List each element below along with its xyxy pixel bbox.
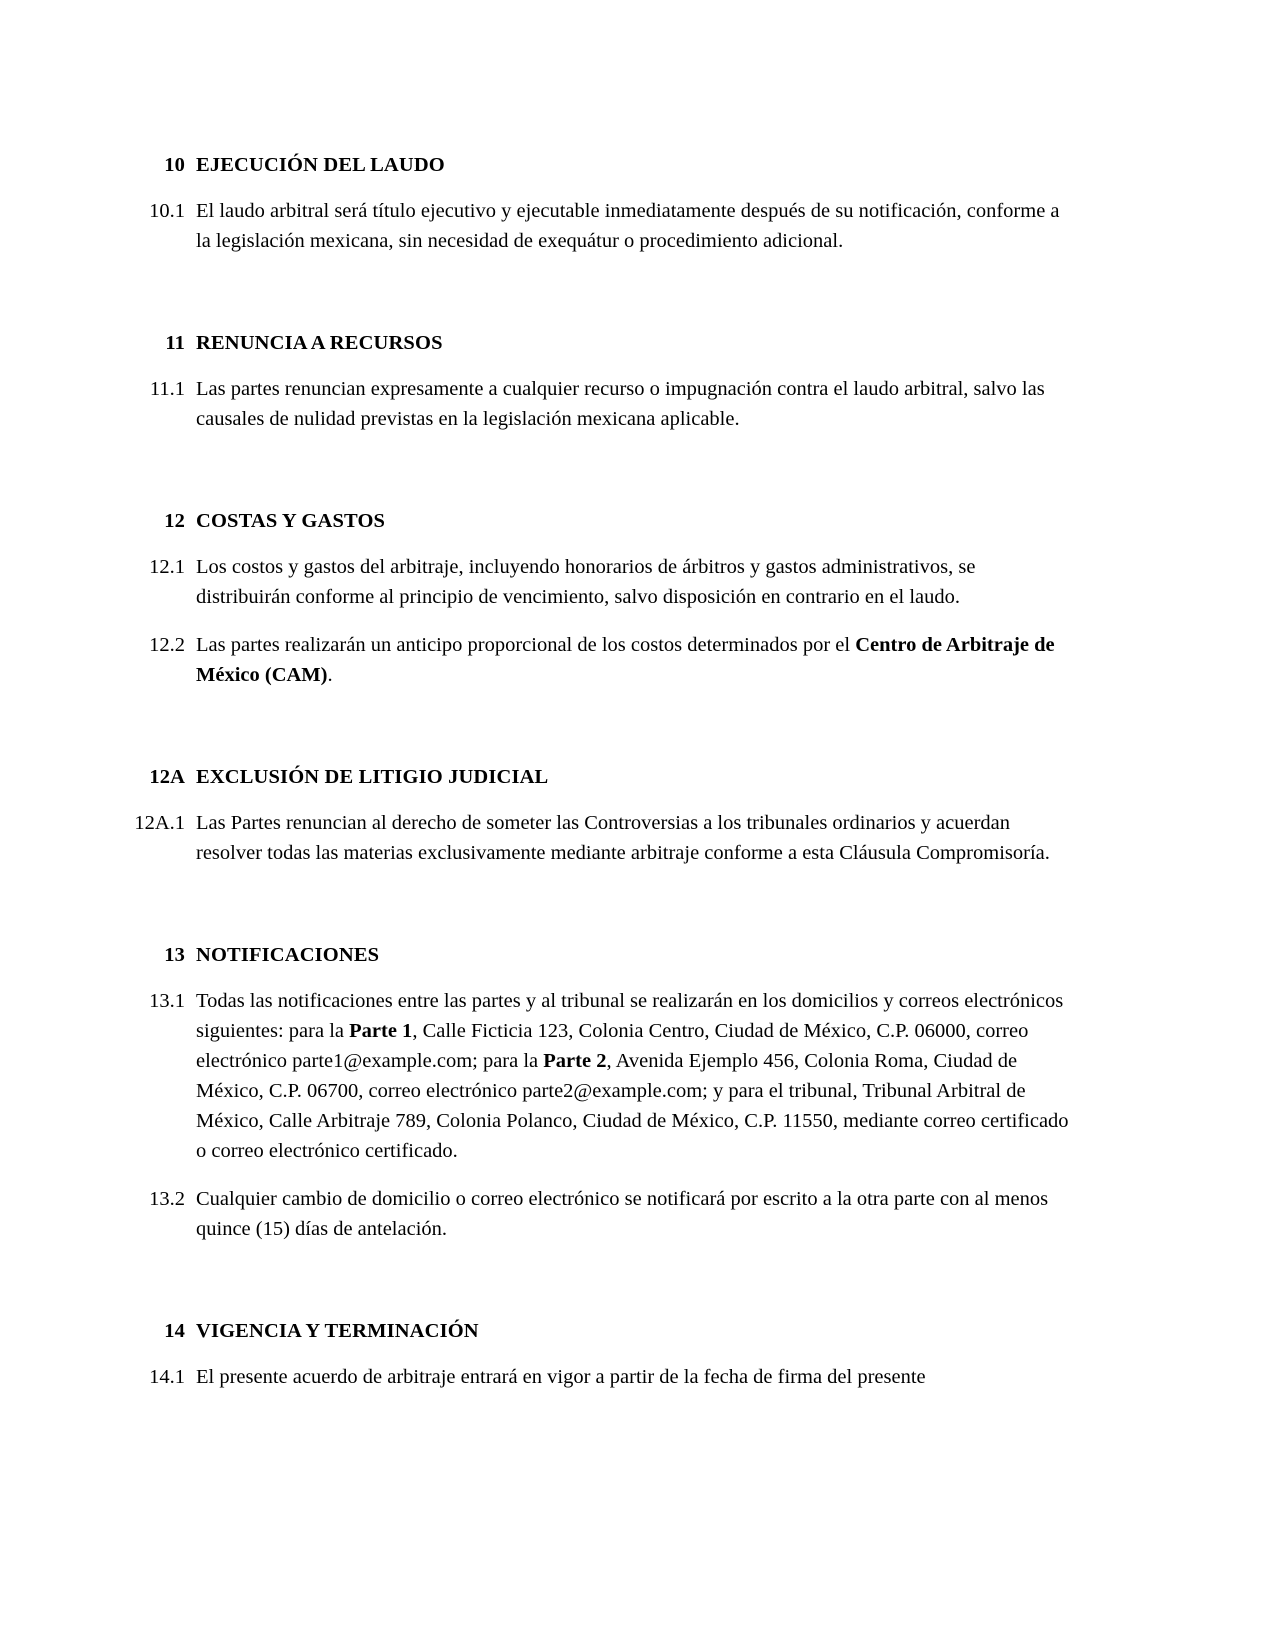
- clause-text: [196, 986, 1070, 1166]
- spacer: [122, 1166, 1070, 1184]
- clause-number: 10.1: [149, 200, 185, 222]
- section-number: 10: [164, 154, 185, 176]
- clause-text-run: El laudo arbitral será título ejecutivo y ejecutable inmediatamente después de su notificación, conforme a la legislación mexicana, sin necesidad de exequátur o procedimiento adicional.: [196, 200, 1060, 252]
- clause-text-run: Las partes realizarán un anticipo proporcional de los costos determinados por el: [196, 634, 856, 656]
- section-title: COSTAS Y GASTOS: [196, 510, 386, 532]
- clause: [122, 374, 1070, 434]
- section-title: EJECUCIÓN DEL LAUDO: [196, 154, 445, 176]
- section-number: 11: [165, 332, 185, 354]
- clause-number: 14.1: [149, 1366, 185, 1388]
- clause-number: 12A.1: [134, 812, 185, 834]
- spacer: [122, 1346, 1070, 1362]
- clause-number: 13.1: [149, 990, 185, 1012]
- spacer: [122, 970, 1070, 986]
- clause: [122, 630, 1070, 690]
- clause-text-run: Las partes renuncian expresamente a cualquier recurso o impugnación contra el laudo arbitral, salvo las causales de nulidad previstas en la legislación mexicana aplicable.: [196, 378, 1045, 430]
- spacer: [122, 434, 1070, 506]
- section-number: 13: [164, 944, 185, 966]
- section-heading: [122, 762, 1070, 792]
- clause: [122, 986, 1070, 1166]
- clause-text-run: , Calle Ficticia 123, Colonia Centro, Ciudad de México, C.P. 06000, correo electrónico parte1@example.com; para la: [196, 1020, 1029, 1072]
- clause-text: [196, 196, 1070, 256]
- spacer: [122, 358, 1070, 374]
- spacer: [122, 868, 1070, 940]
- clause-text-emphasis: Centro de Arbitraje de México (CAM): [196, 634, 1055, 686]
- clause: [122, 1184, 1070, 1244]
- clause-number: 12.2: [149, 634, 185, 656]
- clause-text: [196, 374, 1070, 434]
- clause-text: [196, 1362, 1070, 1392]
- section-title: NOTIFICACIONES: [196, 944, 380, 966]
- clause-text-run: Las Partes renuncian al derecho de someter las Controversias a los tribunales ordinarios y acuerdan resolver todas las materias exclusivamente mediante arbitraje conforme a esta Cláusula Compromisoría.: [196, 812, 1050, 864]
- section-heading: [122, 1316, 1070, 1346]
- spacer: [122, 1244, 1070, 1316]
- clause: [122, 808, 1070, 868]
- clause-text-run: , Avenida Ejemplo 456, Colonia Roma, Ciudad de México, C.P. 06700, correo electrónico parte2@example.com; y para el tribunal, Tribunal Arbitral de México, Calle Arbitraje 789, Colonia Polanco, Ciudad de México, C.P. 11550, mediante correo certificado o correo electrónico certificado.: [196, 1050, 1069, 1162]
- clause-text-run: Los costos y gastos del arbitraje, incluyendo honorarios de árbitros y gastos administrativos, se distribuirán conforme al principio de vencimiento, salvo disposición en contrario en el laudo.: [196, 556, 976, 608]
- clause-text-run: .: [327, 664, 333, 686]
- section-number: 14: [164, 1320, 185, 1342]
- section-number: 12A: [149, 766, 185, 788]
- spacer: [122, 612, 1070, 630]
- section-title: VIGENCIA Y TERMINACIÓN: [196, 1320, 479, 1342]
- clause-text: [196, 1184, 1070, 1244]
- clause-number: 13.2: [149, 1188, 185, 1210]
- section-title: EXCLUSIÓN DE LITIGIO JUDICIAL: [196, 766, 549, 788]
- clause-number: 11.1: [149, 378, 185, 400]
- spacer: [122, 180, 1070, 196]
- clause: [122, 1362, 1070, 1392]
- document-body: [122, 150, 1070, 1392]
- clause-number: 12.1: [149, 556, 185, 578]
- spacer: [122, 536, 1070, 552]
- clause-text-emphasis: Parte 1: [349, 1020, 413, 1042]
- section-number: 12: [164, 510, 185, 532]
- clause-text-run: Cualquier cambio de domicilio o correo electrónico se notificará por escrito a la otra parte con al menos quince (15) días de antelación.: [196, 1188, 1049, 1240]
- clause-text-run: Todas las notificaciones entre las partes y al tribunal se realizarán en los domicilios y correos electrónicos siguientes: para la: [196, 990, 1064, 1042]
- section-heading: [122, 940, 1070, 970]
- spacer: [122, 256, 1070, 328]
- section-title: RENUNCIA A RECURSOS: [196, 332, 443, 354]
- section-heading: [122, 506, 1070, 536]
- clause: [122, 552, 1070, 612]
- clause-text: [196, 808, 1070, 868]
- clause: [122, 196, 1070, 256]
- clause-text-run: El presente acuerdo de arbitraje entrará en vigor a partir de la fecha de firma del presente: [196, 1366, 926, 1388]
- clause-text-emphasis: Parte 2: [543, 1050, 607, 1072]
- section-heading: [122, 328, 1070, 358]
- spacer: [122, 690, 1070, 762]
- clause-text: [196, 552, 1070, 612]
- clause-text: [196, 630, 1070, 690]
- spacer: [122, 792, 1070, 808]
- section-heading: [122, 150, 1070, 180]
